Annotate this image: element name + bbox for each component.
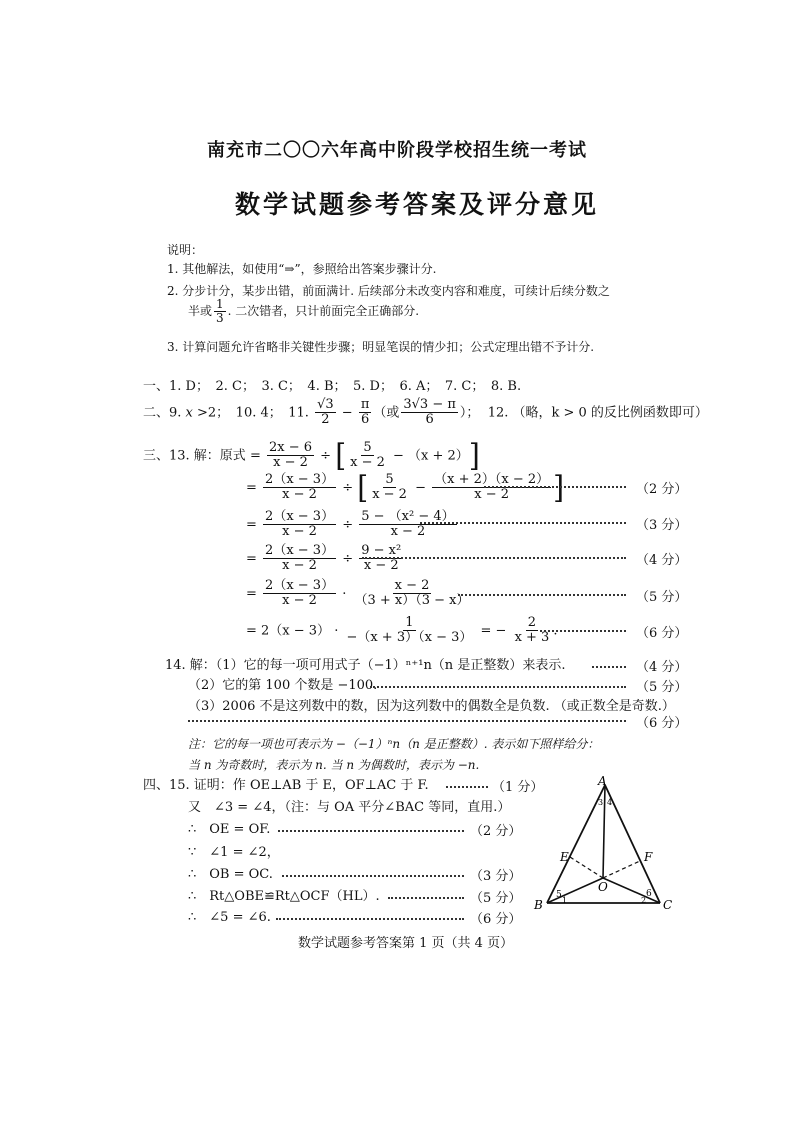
- q14-note-1: 注：它的每一项也可表示为 −（−1）ⁿn（n 是正整数）. 表示如下照样给分：: [188, 737, 600, 751]
- angle-5: 5: [556, 890, 562, 900]
- label-b: B: [534, 898, 543, 912]
- page-footer: 数学试题参考答案第 1 页（共 4 页）: [298, 936, 514, 951]
- q13-row-1: [143, 437, 480, 474]
- q11-f3-num: 3√3 − π: [403, 397, 456, 412]
- q13-r6-f1-num: 1: [405, 615, 414, 630]
- note-2b-post: . 二次错者，只计前面完全正确部分.: [227, 304, 420, 319]
- q15-line-2: 又 ∠3 = ∠4，（注：与 OA 平分∠BAC 等同，直用.）: [188, 800, 511, 815]
- q13-r5-dot: ·: [338, 586, 351, 602]
- equals-sign: =: [246, 480, 257, 496]
- q9-label: 二、9.: [143, 405, 186, 421]
- q15-score-5: （5 分）: [470, 891, 522, 906]
- q13-r3-frac-1: [263, 510, 336, 540]
- q13-r2-div: ÷: [338, 480, 358, 496]
- q13-r2-f3-num: （x + 2）（x − 2）: [434, 472, 550, 487]
- q13-r3-f1-den: x − 2: [282, 524, 317, 540]
- score-leader: [446, 786, 488, 788]
- q10-q11-label: >2； 10. 4； 11.: [192, 405, 314, 421]
- q13-r5-f1-den: x − 2: [282, 593, 317, 609]
- q13-r1-f1-den: x − 2: [273, 455, 308, 471]
- fraction-denominator: 3: [216, 311, 224, 326]
- q13-r2-frac-1: [263, 473, 336, 503]
- label-c: C: [663, 898, 673, 912]
- q13-r1-f2-den: x − 2: [350, 455, 385, 471]
- q13-r4-f2-den: x − 2: [363, 558, 399, 574]
- q15-line-7: ∴ ∠5 = ∠6.: [188, 910, 271, 925]
- q13-r4-f1-num: 2（x − 3）: [265, 543, 335, 558]
- q11-f1-num: √3: [317, 397, 334, 412]
- q14-score-3: （6 分）: [636, 716, 688, 731]
- q13-r5-frac-2: [352, 579, 471, 609]
- q11-paren-close: ）；: [459, 405, 480, 421]
- score-leader: [362, 557, 626, 559]
- q13-r2-f3-den: x − 2: [474, 487, 510, 503]
- q13-r4-frac-1: [263, 544, 336, 574]
- q13-r6-post: .: [553, 623, 558, 639]
- q14-line-1: 14. 解：（1）它的每一项可用式子（−1）ⁿ⁺¹n（n 是正整数）来表示.: [165, 658, 566, 673]
- q13-score-5: （5 分）: [636, 590, 688, 605]
- q13-r2-minus: −: [410, 480, 431, 496]
- q11-paren-open: （或: [373, 405, 400, 421]
- q13-r6-eq: = −: [476, 623, 511, 639]
- q14-line-2: （2）它的第 100 个数是 −100.: [188, 678, 378, 693]
- q13-r5-f1-num: 2（x − 3）: [265, 578, 335, 593]
- q13-r1-tail: − （x + 2）: [388, 448, 469, 464]
- q15-line-6: ∴ Rt△OBE≌Rt△OCF（HL）.: [188, 889, 380, 904]
- q13-r2-f1-num: 2（x − 3）: [265, 472, 335, 487]
- angle-2: 2: [641, 896, 647, 905]
- q13-r2-f2-den: x − 2: [372, 487, 407, 503]
- q14-line-3: （3）2006 不是这列数中的数，因为这列数中的偶数全是负数. （或正数全是奇数.）: [188, 699, 675, 714]
- equals-sign: =: [246, 586, 257, 602]
- q14-note-2: 当 n 为奇数时，表示为 n. 当 n 为偶数时，表示为 −n.: [188, 758, 480, 772]
- angle-1: 1: [562, 896, 568, 905]
- segment-of: [603, 861, 640, 878]
- left-bracket-icon: [: [335, 437, 347, 474]
- note-2b: [188, 298, 419, 325]
- side-ac: [605, 785, 660, 903]
- label-e: E: [560, 850, 569, 864]
- triangle-figure: [530, 775, 680, 915]
- score-leader: [370, 686, 626, 688]
- score-leader: [188, 720, 626, 722]
- score-leader: [388, 897, 464, 899]
- left-bracket-icon: [: [357, 469, 369, 506]
- note-2b-pre: 半或: [188, 304, 213, 319]
- fraction-numerator: 1: [216, 297, 224, 311]
- section-2-answers: [143, 398, 708, 428]
- q14-score-1: （4 分）: [636, 660, 688, 675]
- q13-r1-frac-1: [267, 441, 314, 471]
- q13-row-6: [246, 616, 557, 646]
- label-o: O: [598, 880, 608, 894]
- q13-r5-f2-den: （3 + x）（3 − x）: [354, 593, 470, 609]
- section-1-answers: 一、1. D； 2. C； 3. C； 4. B； 5. D； 6. A； 7. C； 8. B.: [143, 379, 522, 394]
- q11-f2-num: π: [360, 397, 370, 412]
- q11-f2-den: 6: [360, 412, 370, 428]
- score-leader: [420, 522, 626, 524]
- q13-r2-f1-den: x − 2: [282, 487, 317, 503]
- q13-label: 三、13. 解：原式 =: [143, 448, 261, 464]
- score-leader: [276, 918, 464, 920]
- angle-6: 6: [646, 889, 652, 899]
- q13-r4-div: ÷: [338, 551, 358, 567]
- q13-r3-frac-2: [359, 510, 456, 540]
- q13-score-4: （4 分）: [636, 553, 688, 568]
- side-ab: [547, 785, 605, 903]
- q11-minus: −: [337, 405, 357, 421]
- score-leader: [282, 875, 464, 877]
- q13-r3-f1-num: 2（x − 3）: [265, 509, 335, 524]
- score-leader: [592, 666, 626, 668]
- q15-line-1: 四、15. 证明：作 OE⊥AB 于 E，OF⊥AC 于 F.: [143, 778, 429, 793]
- q15-score-6: （6 分）: [470, 912, 522, 927]
- document-subtitle: 数学试题参考答案及评分意见: [235, 190, 600, 219]
- q14-score-2: （5 分）: [636, 680, 688, 695]
- q13-row-3: [246, 510, 459, 540]
- q15-line-4: ∵ ∠1 = ∠2，: [188, 845, 280, 860]
- q13-r6-f2-num: 2: [527, 615, 537, 630]
- q11-f3-den: 6: [425, 412, 434, 428]
- right-bracket-icon: ]: [468, 437, 480, 474]
- q15-score-2: （2 分）: [470, 824, 522, 839]
- q13-r1-div: ÷: [316, 448, 336, 464]
- q13-score-2: （2 分）: [636, 482, 688, 497]
- segment-oe: [570, 857, 603, 878]
- q13-r5-f2-num: x − 2: [394, 578, 430, 593]
- q11-frac-3: [401, 398, 458, 428]
- q13-r6-f2-den: x + 3: [514, 630, 550, 646]
- q15-score-3: （3 分）: [470, 869, 522, 884]
- equals-sign: =: [246, 551, 257, 567]
- q13-r6-f1-den: −（x + 3）（x − 3）: [346, 630, 473, 646]
- q15-score-1: （1 分）: [492, 780, 544, 795]
- right-bracket-icon: ]: [553, 469, 565, 506]
- q13-score-3: （3 分）: [636, 518, 688, 533]
- notes-heading: 说明：: [167, 243, 204, 257]
- q13-r2-frac-2: [370, 473, 409, 503]
- q13-r3-f2-num: 5 − （x² − 4）: [361, 509, 455, 524]
- label-a: A: [598, 775, 607, 788]
- score-leader: [484, 486, 626, 488]
- q9-var: x: [185, 405, 193, 421]
- angle-3: 3: [598, 798, 604, 807]
- q12-answer: 12. （略，k > 0 的反比例函数即可）: [487, 405, 708, 421]
- angle-4: 4: [607, 798, 613, 807]
- q11-frac-1: [315, 398, 336, 428]
- q13-r2-f2-num: 5: [385, 472, 394, 487]
- segment-ao: [603, 785, 605, 878]
- q13-r4-f1-den: x − 2: [282, 558, 317, 574]
- score-leader: [278, 830, 464, 832]
- q15-line-3: ∴ OE = OF.: [188, 822, 271, 837]
- q13-r1-f2-num: 5: [363, 440, 372, 455]
- note-3: 3. 计算问题允许省略非关键性步骤；明显笔误的情少扣；公式定理出错不予计分.: [167, 340, 595, 354]
- q13-r6-frac-1: [344, 616, 474, 646]
- label-f: F: [644, 850, 653, 864]
- note-1: 1. 其他解法，如使用“⇒”，参照给出答案步骤计分.: [167, 262, 437, 276]
- q13-r5-frac-1: [263, 579, 336, 609]
- equals-sign: =: [246, 517, 257, 533]
- q13-r1-frac-2: [348, 441, 387, 471]
- note-2a: 2. 分步计分，某步出错，前面满计. 后续部分未改变内容和难度，可续计后续分数之: [167, 284, 610, 298]
- q13-r4-f2-num: 9 − x²: [361, 543, 402, 558]
- q13-score-6: （6 分）: [636, 626, 688, 641]
- score-leader: [458, 594, 626, 596]
- q11-f1-den: 2: [321, 412, 330, 428]
- q11-frac-2: [359, 398, 372, 428]
- fraction-one-third: [214, 298, 226, 325]
- score-leader: [540, 630, 626, 632]
- q13-r3-div: ÷: [338, 517, 358, 533]
- q13-r6-pre: = 2（x − 3） ·: [246, 623, 343, 639]
- document-title: 南充市二〇〇六年高中阶段学校招生统一考试: [207, 140, 587, 161]
- q15-line-5: ∴ OB = OC.: [188, 867, 273, 882]
- q13-r1-f1-num: 2x − 6: [268, 440, 313, 455]
- q13-row-5: [246, 579, 474, 609]
- q13-r3-f2-den: x − 2: [390, 524, 426, 540]
